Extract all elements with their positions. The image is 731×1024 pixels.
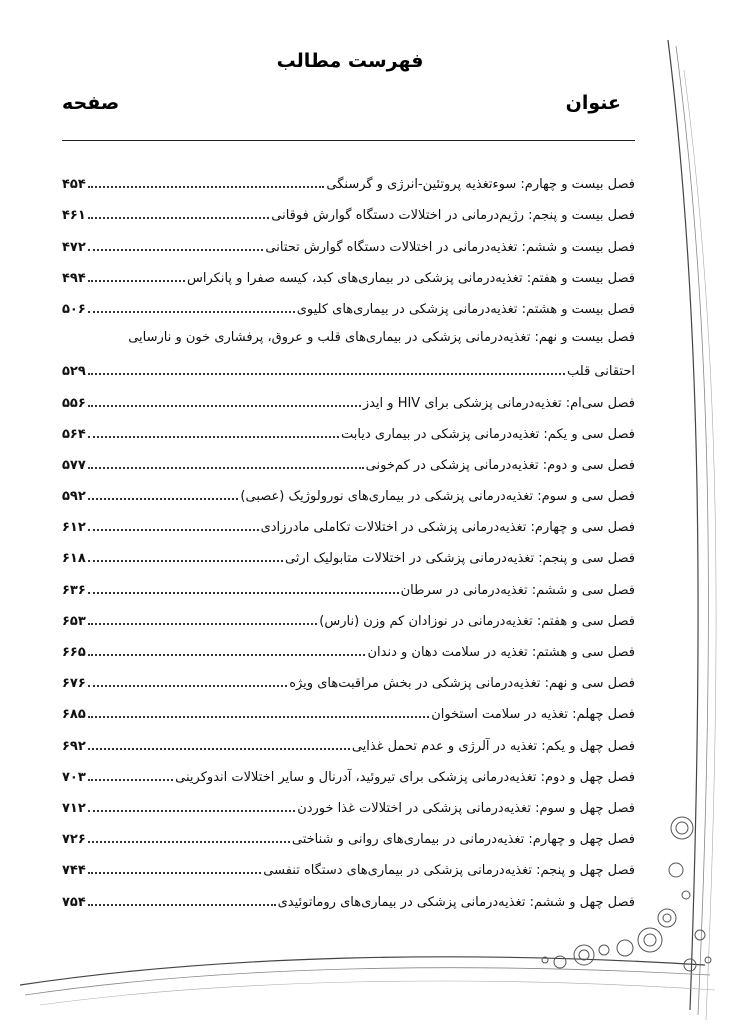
dot-leader	[88, 467, 364, 469]
toc-entry-page: ۶۹۲	[62, 738, 86, 754]
toc-entry-page: ۶۱۸	[62, 551, 86, 567]
toc-entry[interactable]	[62, 759, 635, 790]
toc-entry-page: ۵۰۶	[62, 301, 86, 317]
toc-entry[interactable]	[62, 603, 635, 634]
toc-entry[interactable]	[62, 291, 635, 322]
dot-leader	[88, 810, 295, 812]
toc-entry[interactable]	[62, 197, 635, 228]
toc-entry[interactable]	[62, 166, 635, 197]
toc-entry[interactable]	[62, 416, 635, 447]
toc-entry-title: فصل چهل و ششم: تغذیه‌درمانی پزشکی در بیماری‌های روماتوئیدی	[277, 894, 635, 910]
toc-entry[interactable]	[62, 634, 635, 665]
toc-entry[interactable]	[62, 478, 635, 509]
toc-entry-title: فصل چهل و پنجم: تغذیه‌درمانی پزشکی در بیماری‌های دستگاه تنفسی	[263, 863, 635, 879]
toc-entry-title: فصل چهل و سوم: تغذیه‌درمانی پزشکی در اختلالات غذا خوردن	[297, 800, 635, 816]
toc-entry-page: ۷۰۳	[62, 769, 86, 785]
toc-entry-title: فصل سی و یکم: تغذیه‌درمانی پزشکی در بیماری دیابت	[341, 426, 635, 442]
toc-entry-page: ۶۸۵	[62, 707, 86, 723]
toc-entry-page: ۴۷۲	[62, 239, 86, 255]
toc-entry[interactable]	[62, 322, 635, 384]
dot-leader	[88, 592, 399, 594]
toc-entry[interactable]	[62, 790, 635, 821]
dot-leader	[88, 186, 325, 188]
dot-leader	[88, 373, 565, 375]
toc-entry-page: ۶۱۲	[62, 520, 86, 536]
toc-entry[interactable]	[62, 727, 635, 758]
toc-entry[interactable]	[62, 509, 635, 540]
toc-entry-page: ۷۲۶	[62, 832, 86, 848]
dot-leader	[88, 779, 173, 781]
dot-leader	[88, 623, 317, 625]
toc-entry-page: ۵۶۴	[62, 426, 86, 442]
dot-leader	[88, 841, 290, 843]
dot-leader	[88, 436, 339, 438]
dot-leader	[88, 249, 264, 251]
toc-entry[interactable]	[62, 384, 635, 415]
toc-entry-title: فصل سی و نهم: تغذیه‌درمانی پزشکی در بخش مراقبت‌های ویژه	[289, 676, 635, 692]
dot-leader	[88, 716, 429, 718]
column-title-heading: عنوان	[565, 92, 621, 114]
toc-entry-title: فصل بیست و پنجم: رژیم‌درمانی در اختلالات دستگاه گوارش فوقانی	[271, 208, 635, 224]
header-divider	[62, 140, 635, 141]
dot-leader	[88, 904, 276, 906]
toc-entry-title: فصل بیست و چهارم: سوءتغذیه پروتئین-انرژی و گرسنگی	[326, 177, 635, 193]
toc-entry-title: فصل سی و هشتم: تغذیه در سلامت دهان و دندان	[367, 645, 635, 661]
toc-entry-page: ۴۶۱	[62, 208, 86, 224]
toc-entry[interactable]	[62, 696, 635, 727]
toc-entry[interactable]	[62, 883, 635, 914]
toc-entry[interactable]	[62, 447, 635, 478]
toc-entry-title: فصل بیست و نهم: تغذیه‌درمانی پزشکی در بیماری‌های قلب و عروق، پرفشاری خون و نارسایی	[128, 329, 635, 345]
toc-entry[interactable]	[62, 852, 635, 883]
dot-leader	[88, 872, 261, 874]
toc-entry[interactable]	[62, 540, 635, 571]
toc-entry-page: ۶۳۶	[62, 582, 86, 598]
toc-entry-title: فصل سی‌ام: تغذیه‌درمانی پزشکی برای HIV و ایدز	[362, 395, 635, 411]
toc-entry-title: فصل سی و ششم: تغذیه‌درمانی در سرطان	[400, 582, 635, 598]
toc-entry-page: ۶۵۳	[62, 613, 86, 629]
toc-entry[interactable]	[62, 821, 635, 852]
toc-entry-page: ۵۲۹	[62, 364, 86, 380]
toc-entry-page: ۵۹۲	[62, 489, 86, 505]
toc-entry-title: فصل چهلم: تغذیه در سلامت استخوان	[431, 707, 635, 723]
dot-leader	[88, 217, 269, 219]
toc-entry-page: ۵۵۶	[62, 395, 86, 411]
toc-entry-title: فصل بیست و هفتم: تغذیه‌درمانی پزشکی در بیماری‌های کبد، کیسه صفرا و پانکراس	[187, 270, 635, 286]
toc-entry-title: فصل سی و سوم: تغذیه‌درمانی پزشکی در بیماری‌های نورولوژیک (عصبی)	[240, 489, 635, 505]
toc-entry-title: فصل چهل و چهارم: تغذیه‌درمانی در بیماری‌های روانی و شناختی	[291, 832, 635, 848]
dot-leader	[88, 560, 283, 562]
dot-leader	[88, 280, 185, 282]
column-page-heading: صفحه	[62, 92, 120, 114]
toc-entry[interactable]	[62, 665, 635, 696]
toc-entry-title: فصل چهل و دوم: تغذیه‌درمانی پزشکی برای تیروئید، آدرنال و سایر اختلالات اندوکرینی	[175, 769, 635, 785]
toc-entry-title: فصل چهل و یکم: تغذیه در آلرژی و عدم تحمل غذایی	[351, 738, 635, 754]
page-title: فهرست مطالب	[276, 50, 424, 72]
toc-entry[interactable]	[62, 571, 635, 602]
toc-entry-title: فصل بیست و هشتم: تغذیه‌درمانی پزشکی در بیماری‌های کلیوی	[296, 301, 635, 317]
toc-entry-title: فصل بیست و ششم: تغذیه‌درمانی در اختلالات دستگاه گوارش تحتانی	[265, 239, 635, 255]
toc-entry-page: ۷۱۲	[62, 800, 86, 816]
toc-entry[interactable]	[62, 228, 635, 259]
dot-leader	[88, 748, 350, 750]
toc-entry-page: ۷۵۴	[62, 894, 86, 910]
dot-leader	[88, 529, 259, 531]
toc-entry-title: فصل سی و دوم: تغذیه‌درمانی پزشکی در کم‌خونی	[365, 457, 635, 473]
toc-entry[interactable]	[62, 260, 635, 291]
toc-entry-title-continued: احتقانی قلب	[567, 364, 635, 380]
toc-entry-page: ۶۷۶	[62, 676, 86, 692]
toc-entry-title: فصل سی و چهارم: تغذیه‌درمانی پزشکی در اختلالات تکاملی مادرزادی	[260, 520, 635, 536]
toc-entry-page: ۴۹۴	[62, 270, 86, 286]
toc-entry-page: ۷۴۴	[62, 863, 86, 879]
toc-entry-title: فصل سی و پنجم: تغذیه‌درمانی پزشکی در اختلالات متابولیک ارثی	[284, 551, 635, 567]
toc-list	[62, 166, 635, 915]
dot-leader	[88, 498, 239, 500]
dot-leader	[88, 685, 287, 687]
toc-entry-page: ۵۷۷	[62, 457, 86, 473]
toc-entry-page: ۶۶۵	[62, 645, 86, 661]
dot-leader	[88, 311, 295, 313]
dot-leader	[88, 654, 366, 656]
dot-leader	[88, 405, 361, 407]
toc-entry-title: فصل سی و هفتم: تغذیه‌درمانی در نوزادان کم وزن (نارس)	[319, 613, 635, 629]
toc-entry-page: ۴۵۴	[62, 177, 86, 193]
